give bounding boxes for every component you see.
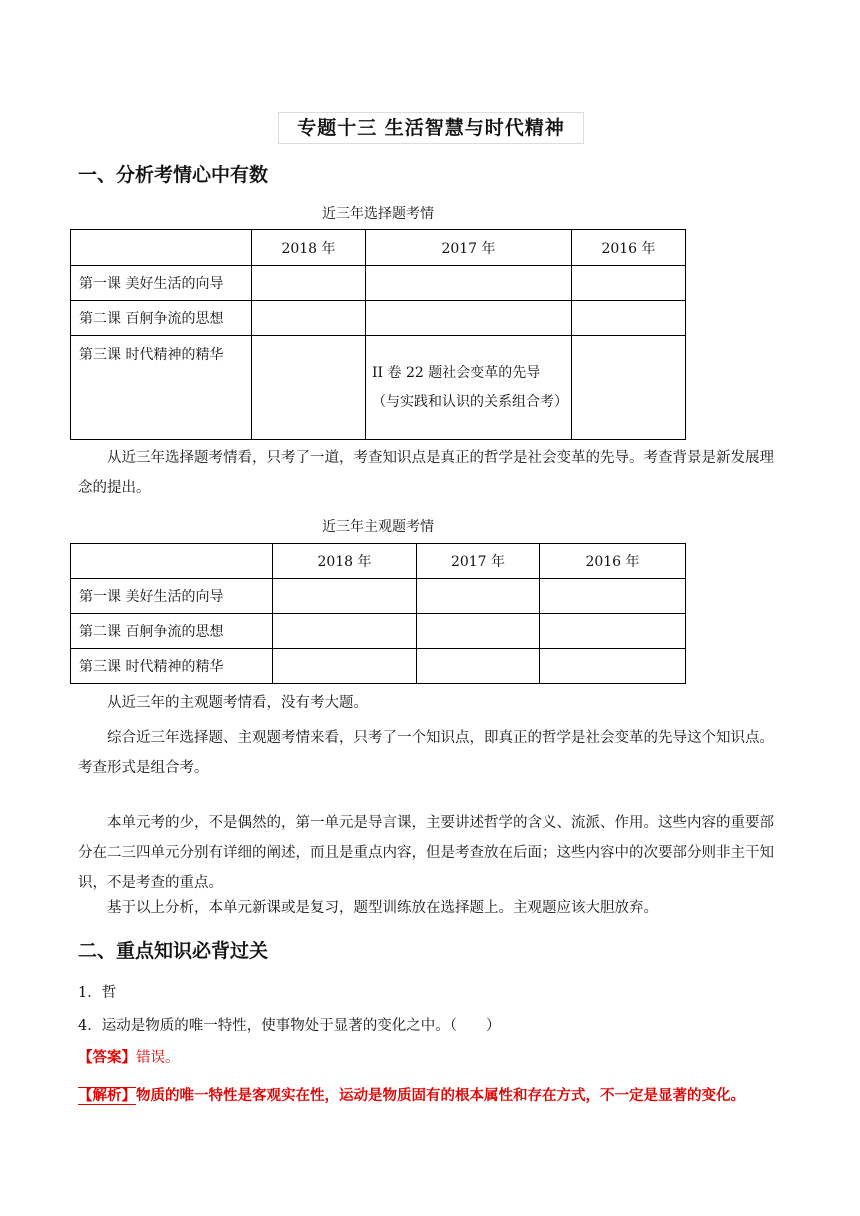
table-cell: [540, 614, 686, 649]
table-row: [71, 614, 686, 649]
table2-caption: 近三年主观题考情: [322, 519, 434, 535]
table-cell: [273, 614, 417, 649]
table-cell: [252, 301, 366, 336]
table-header-cell: [71, 230, 252, 266]
question-text: 4．运动是物质的唯一特性，使事物处于显著的变化之中。（ ）: [78, 1018, 501, 1034]
paragraph: 基于以上分析，本单元新课或是复习，题型训练放在选择题上。主观题应该大胆放弃。: [107, 900, 658, 916]
table-cell: [366, 301, 572, 336]
table-cell: [366, 266, 572, 301]
table-cell: II 卷 22 题社会变革的先导（与实践和认识的关系组合考）: [366, 336, 572, 440]
table-cell: [273, 649, 417, 684]
table-header-cell: 2018 年: [252, 230, 366, 266]
table-row: [71, 301, 686, 336]
paragraph: 从近三年选择题考情看，只考了一道，考查知识点是真正的哲学是社会变革的先导。考查背景是新发展理念的提出。: [78, 450, 774, 496]
section-heading-key-knowledge: 二、重点知识必背过关: [78, 940, 269, 962]
row-label: 第三课 时代精神的精华: [71, 336, 252, 440]
row-label: 第二课 百舸争流的思想: [71, 301, 252, 336]
table-row: [71, 649, 686, 684]
table-cell: [572, 301, 686, 336]
paragraph: 本单元考的少，不是偶然的，第一单元是导言课，主要讲述哲学的含义、流派、作用。这些内容的重要部分在二三四单元分别有详细的阐述，而且是重点内容，但是考查放在后面；这些内容中的次要部分则非主干知识，不是考查的重点。: [78, 815, 774, 891]
table-header-cell: 2017 年: [366, 230, 572, 266]
table-header-row: [71, 544, 686, 579]
table-row: [71, 579, 686, 614]
row-label: 第一课 美好生活的向导: [71, 579, 273, 614]
table-header-cell: [71, 544, 273, 579]
analysis-text: 物质的唯一特性是客观实在性，运动是物质固有的根本属性和存在方式，不一定是显著的变化。: [136, 1088, 745, 1104]
table-header-cell: 2016 年: [572, 230, 686, 266]
section-heading-analysis: 一、分析考情心中有数: [78, 164, 269, 186]
table-row: [71, 266, 686, 301]
row-label: 第三课 时代精神的精华: [71, 649, 273, 684]
table-cell: [273, 579, 417, 614]
table-cell: [252, 336, 366, 440]
answer-line: [78, 1046, 180, 1067]
table-cell: [252, 266, 366, 301]
table-header-cell: 2018 年: [273, 544, 417, 579]
analysis-tag: 【解析】: [78, 1088, 136, 1104]
analysis-line: [78, 1084, 745, 1105]
table-row: [71, 336, 686, 440]
table1-caption: 近三年选择题考情: [322, 206, 434, 222]
table-header-cell: 2017 年: [417, 544, 540, 579]
table-cell: [540, 649, 686, 684]
table-header-cell: 2016 年: [540, 544, 686, 579]
document-title: 专题十三 生活智慧与时代精神: [278, 112, 584, 144]
row-label: 第一课 美好生活的向导: [71, 266, 252, 301]
row-label: 第二课 百舸争流的思想: [71, 614, 273, 649]
paragraph: 综合近三年选择题、主观题考情来看，只考了一个知识点，即真正的哲学是社会变革的先导这个知识点。考查形式是组合考。: [78, 730, 774, 776]
table-cell: [417, 649, 540, 684]
table-cell: [417, 579, 540, 614]
table-cell: [572, 266, 686, 301]
answer-tag: 【答案】: [78, 1049, 136, 1066]
table-header-row: [71, 230, 686, 266]
answer-text: 错误。: [136, 1050, 180, 1066]
table-cell: [417, 614, 540, 649]
list-item: 1．哲: [78, 985, 117, 1001]
subjective-exam-table: [70, 543, 686, 684]
table-cell: [572, 336, 686, 440]
multiple-choice-exam-table: [70, 229, 686, 440]
paragraph: 从近三年的主观题考情看，没有考大题。: [107, 695, 368, 711]
table-cell: [540, 579, 686, 614]
